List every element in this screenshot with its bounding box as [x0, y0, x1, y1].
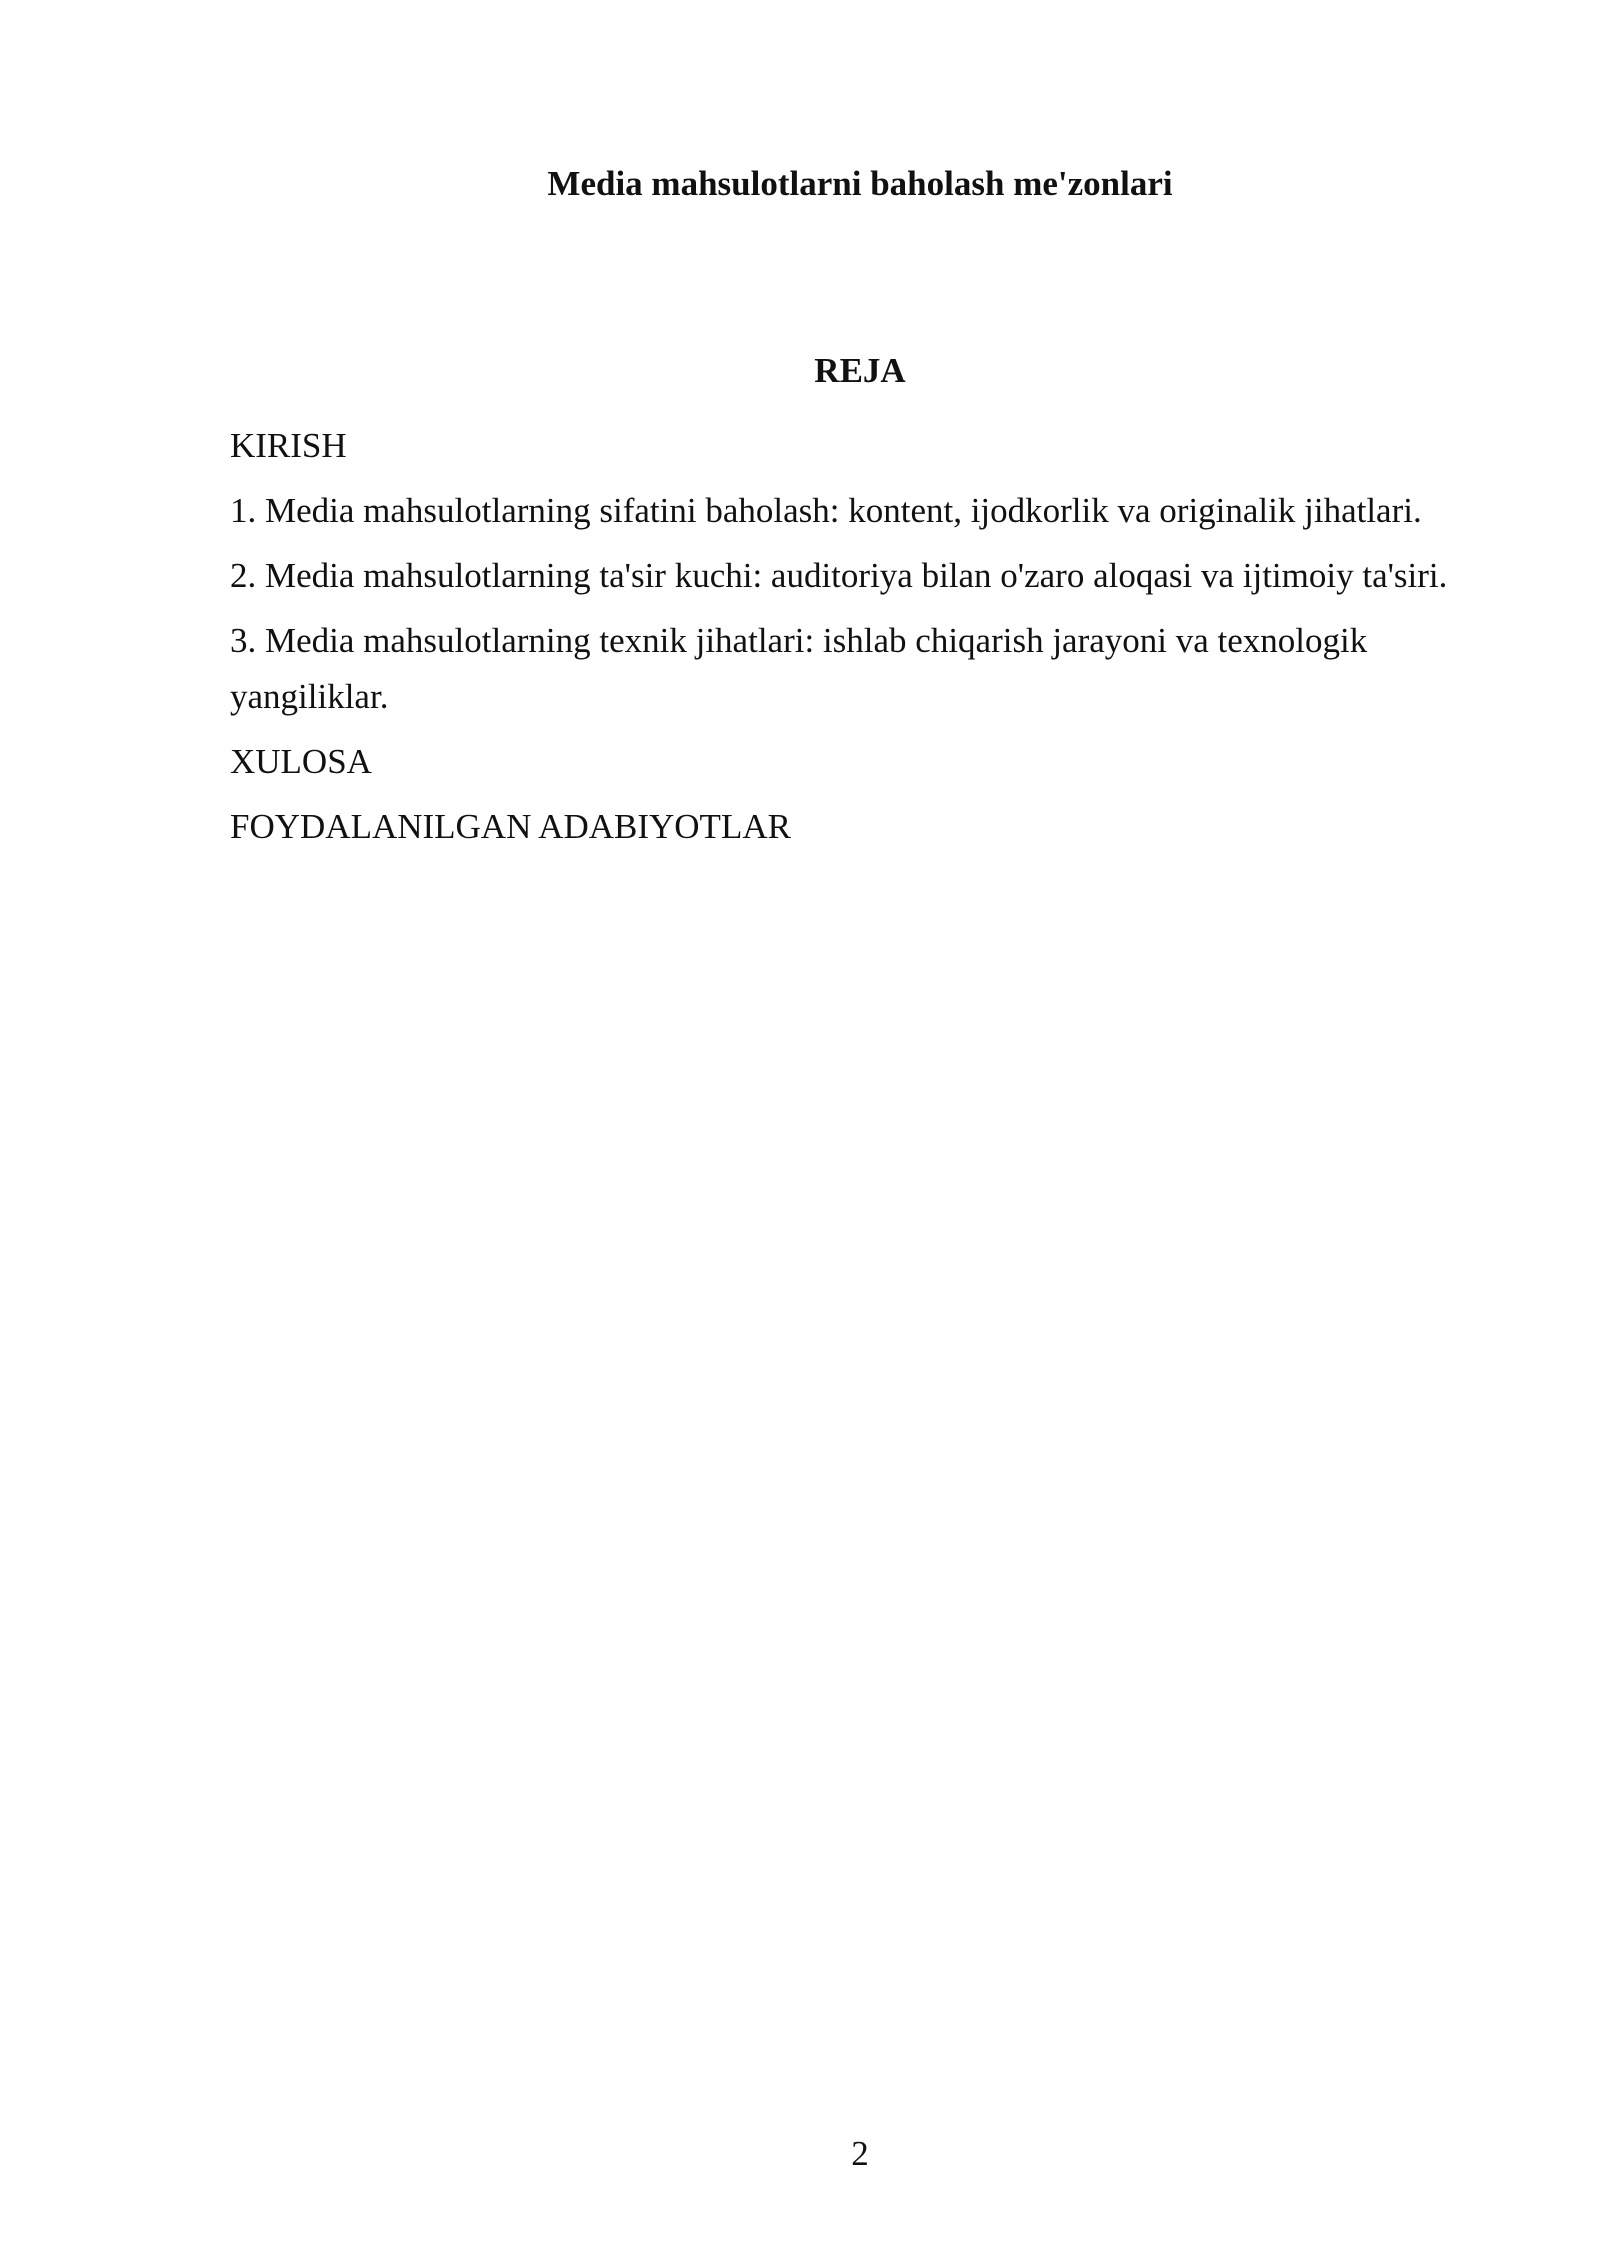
plan-item-conclusion: XULOSA — [230, 742, 372, 781]
plan-item-1: 1. Media mahsulotlarning sifatini baholash: kontent, ijodkorlik va originalik jihatlari. — [230, 491, 1422, 530]
plan-list — [230, 418, 1480, 864]
plan-item-references: FOYDALANILGAN ADABIYOTLAR — [230, 807, 791, 846]
plan-heading: REJA — [814, 351, 906, 390]
page-number: 2 — [851, 2134, 869, 2173]
document-title: Media mahsulotlarni baholash me'zonlari — [547, 164, 1173, 203]
plan-item-3: 3. Media mahsulotlarning texnik jihatlari: ishlab chiqarish jarayoni va texnologik yangiliklar. — [230, 621, 1368, 716]
plan-item-2: 2. Media mahsulotlarning ta'sir kuchi: auditoriya bilan o'zaro aloqasi va ijtimoiy ta'siri. — [230, 556, 1448, 595]
plan-item-intro: KIRISH — [230, 426, 347, 465]
